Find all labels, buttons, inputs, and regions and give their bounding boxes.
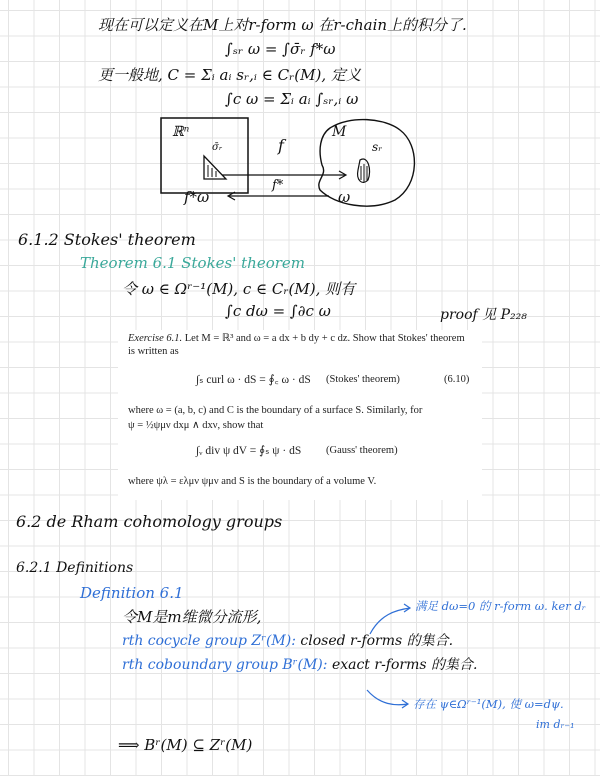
exercise-line-4: ψ = ½ψμν dxμ ∧ dxν, show that — [128, 420, 264, 431]
stokes-formula: ∫c dω = ∫∂c ω — [225, 302, 331, 320]
omega-label: ω — [338, 188, 351, 206]
exercise-line-5: where ψλ = ελμν ψμν and S is the boundary of a volume V. — [128, 476, 377, 487]
proof-reference: proof 见 P₂₂₈ — [440, 307, 527, 323]
closed-form-note: 满足 dω=0 的 r-form ω. ker dᵣ — [415, 599, 586, 613]
rn-label: ℝⁿ — [172, 124, 190, 140]
image-note: im dᵣ₋₁ — [536, 718, 575, 731]
pullback-form-label: f*ω — [184, 188, 210, 206]
exercise-line-3: where ω = (a, b, c) and C is the boundary of a surface S. Similarly, for — [128, 405, 423, 416]
exercise-line-2: is written as — [128, 346, 179, 357]
m-label: M — [332, 124, 347, 140]
definition-title: Definition 6.1 — [80, 584, 184, 602]
coboundary-label: rth coboundary group Bʳ(M): — [122, 657, 328, 673]
inclusion-conclusion: ⟹ Bʳ(M) ⊆ Zʳ(M) — [118, 736, 253, 754]
exercise-excerpt — [118, 330, 482, 500]
cocycle-description: closed r-forms 的集合. — [300, 633, 454, 649]
general-chain-text: 更一般地, C = Σᵢ aᵢ sᵣ,ᵢ ∈ Cᵣ(M), 定义 — [98, 66, 361, 84]
stokes-heading: 6.1.2 Stokes' theorem — [18, 230, 196, 249]
integral-equation-1: ∫ₛᵣ ω = ∫σ̄ᵣ f*ω — [225, 40, 336, 58]
f-label: f — [278, 136, 284, 155]
stokes-equation-name: (Stokes' theorem) — [326, 374, 400, 385]
sigma-label: σ̄ᵣ — [212, 142, 223, 153]
exercise-label: Exercise 6.1. — [128, 333, 183, 344]
definitions-subheading: 6.2.1 Definitions — [16, 560, 134, 576]
integral-equation-2: ∫c ω = Σᵢ aᵢ ∫ₛᵣ,ᵢ ω — [225, 90, 359, 108]
derham-heading: 6.2 de Rham cohomology groups — [16, 512, 283, 531]
cocycle-label: rth cocycle group Zʳ(M): — [122, 633, 296, 649]
intro-text: 现在可以定义在M上对r-form ω 在r-chain上的积分了. — [98, 16, 467, 34]
gauss-equation-name: (Gauss' theorem) — [326, 445, 398, 456]
equation-number: (6.10) — [444, 374, 470, 385]
definition-premise: 令M是m维微分流形, — [122, 608, 262, 626]
exercise-line-1: Let M = ℝ³ and ω = a dx + b dy + c dz. Show that Stokes' theorem — [184, 333, 465, 344]
stokes-equation: ∫ₛ curl ω · dS = ∮꜀ ω · dS — [196, 374, 311, 386]
exact-form-note: 存在 ψ∈Ωʳ⁻¹(M), 使 ω=dψ. — [413, 697, 564, 711]
theorem-premise: 令 ω ∈ Ωʳ⁻¹(M), c ∈ Cᵣ(M), 则有 — [122, 280, 356, 298]
coboundary-description: exact r-forms 的集合. — [331, 657, 478, 673]
sr-label: sᵣ — [372, 140, 383, 154]
pullback-label: f* — [272, 178, 284, 193]
gauss-equation: ∫ᵥ div ψ dV = ∮ₛ ψ · dS — [196, 445, 302, 457]
theorem-title: Theorem 6.1 Stokes' theorem — [80, 254, 305, 272]
